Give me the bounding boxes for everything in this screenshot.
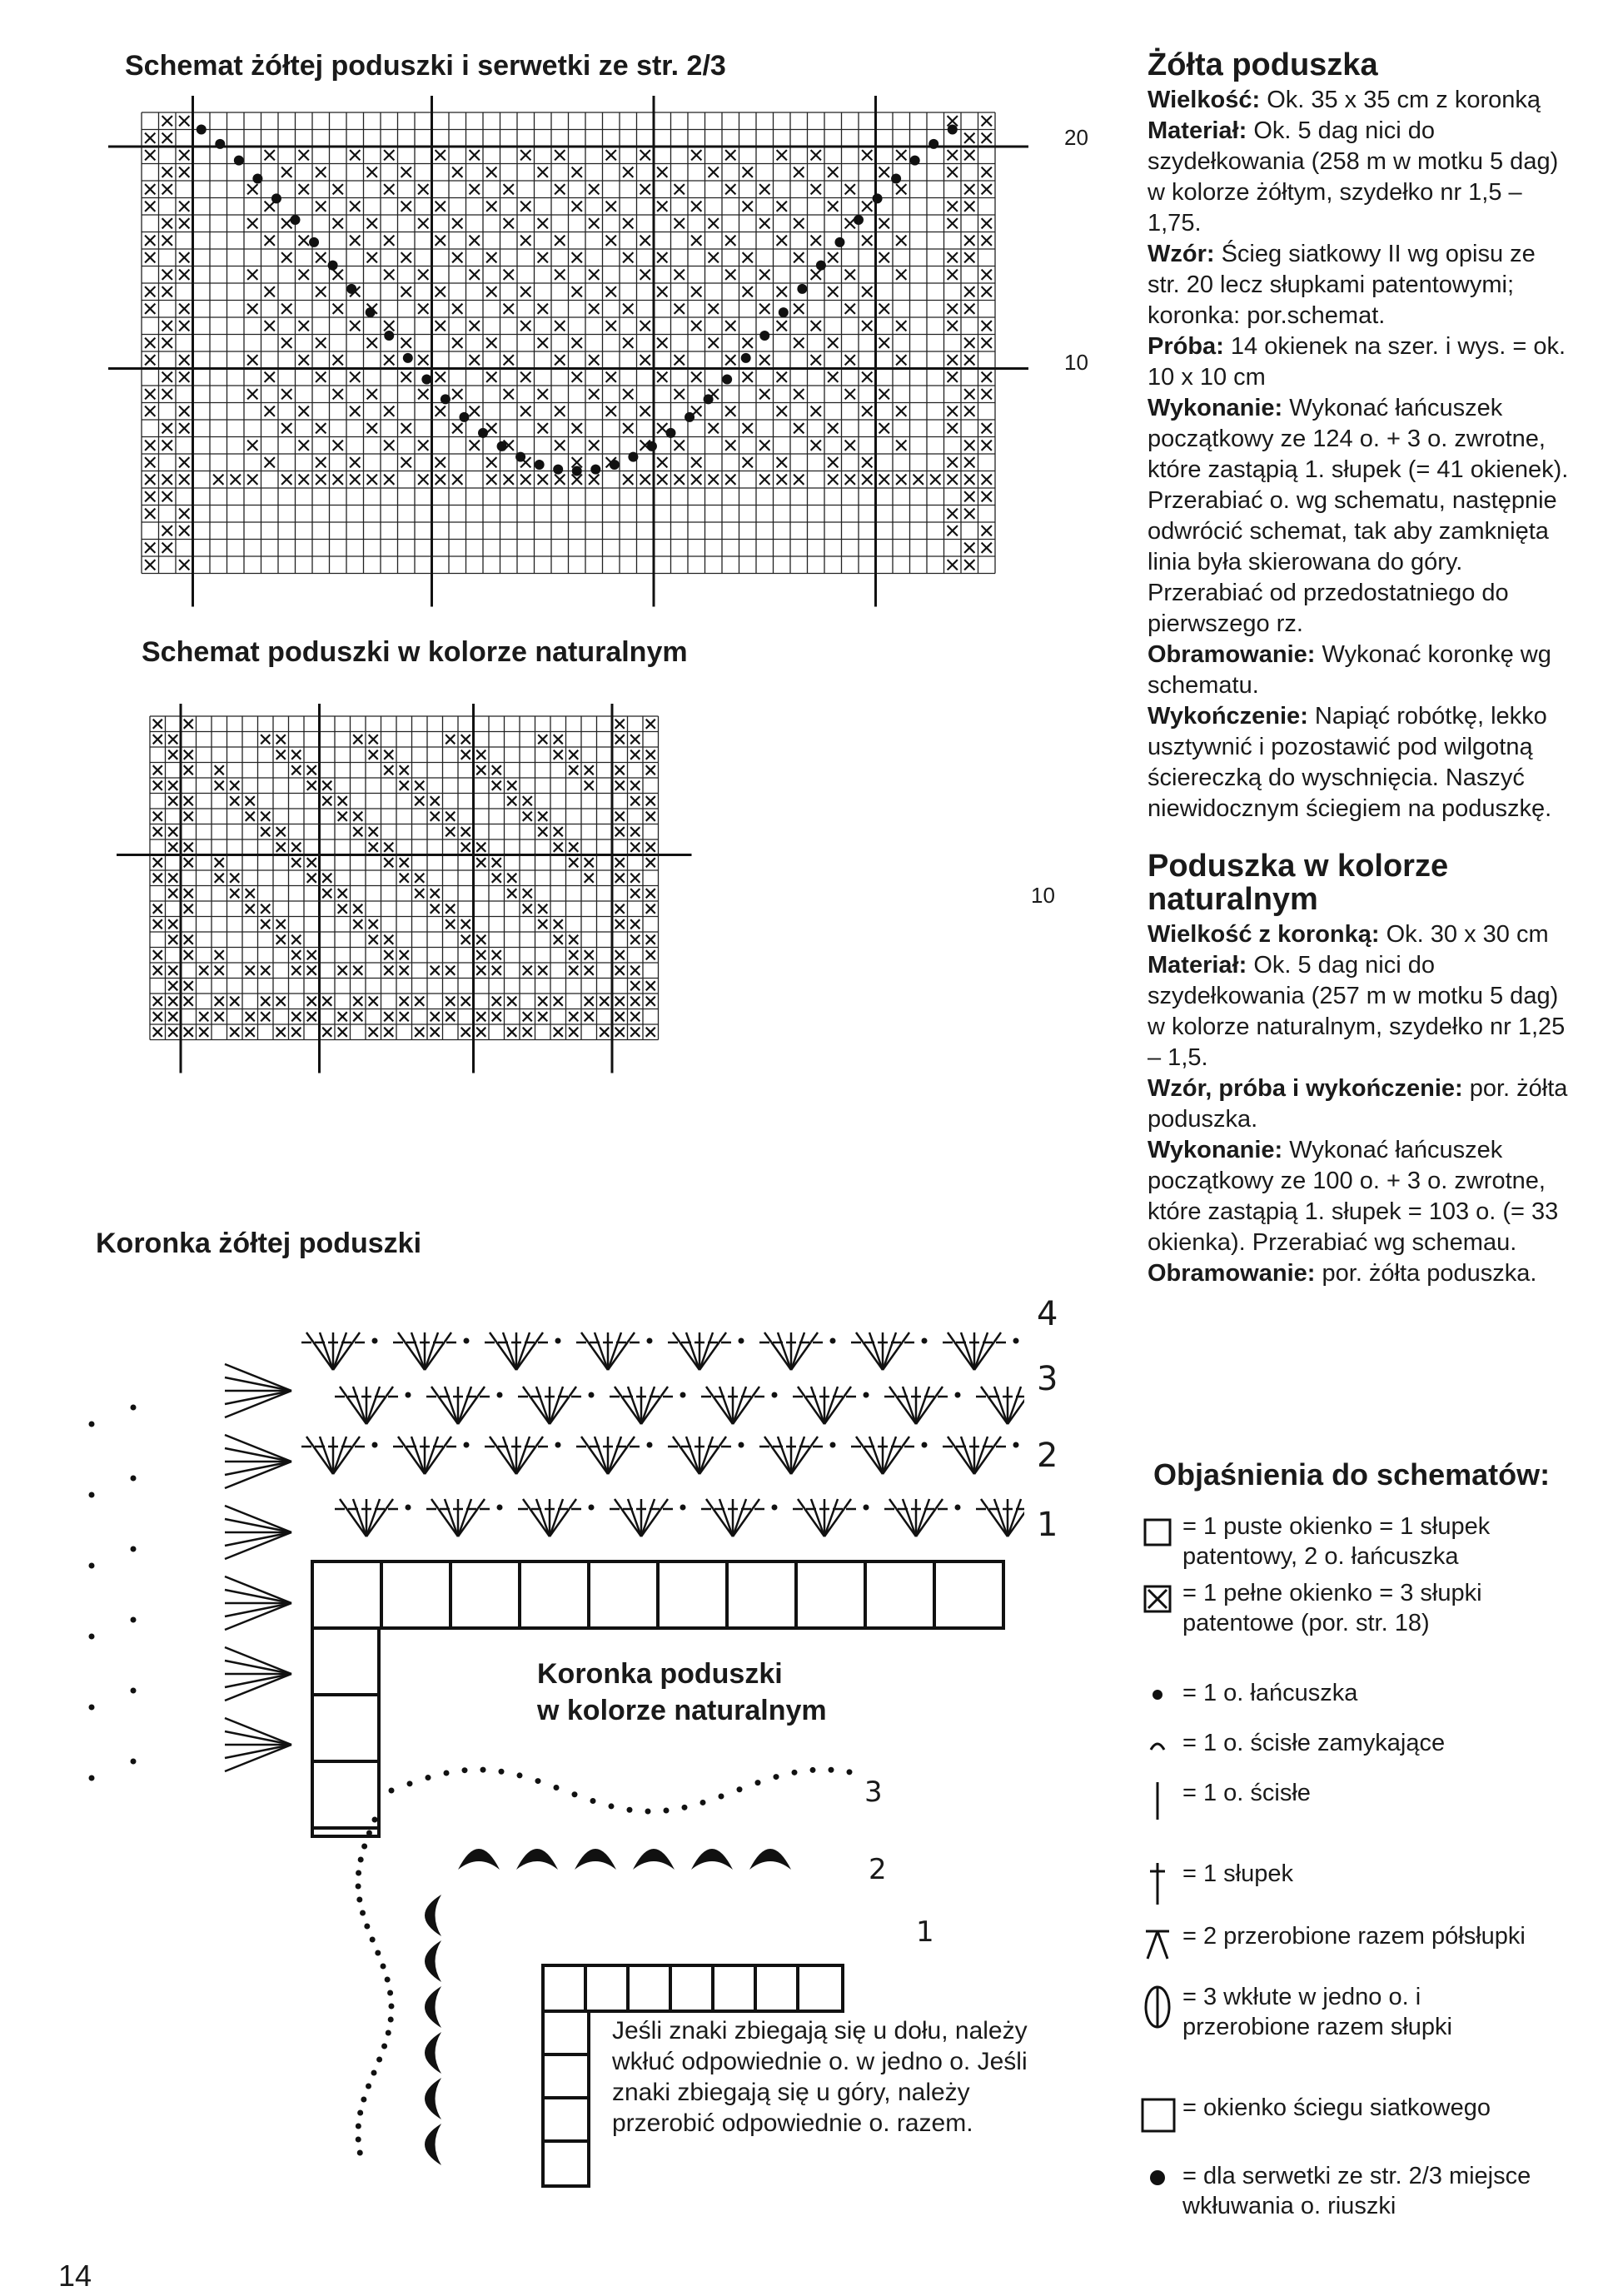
yellow-size-label: Wielkość:: [1148, 87, 1261, 113]
natural-edge-label: Obramowanie:: [1148, 1260, 1316, 1287]
natural-size: [1148, 919, 1572, 950]
yellow-pattern-text: Ścieg siatkowy II wg opisu ze str. 20 lecz słupkami patentowymi; koronka: por.schemat.: [1148, 241, 1536, 329]
filled-cells: [153, 720, 655, 1037]
legend-item-text: = 1 puste okienko = 1 słupek patentowy, 2 o. łańcuszka: [1182, 1513, 1491, 1570]
chart1-row-label-10: 10: [1064, 350, 1088, 375]
natural-material: [1148, 950, 1572, 1073]
small-dot-icon: [1133, 1678, 1182, 1728]
yellow-work-text: Wykonać łańcuszek początkowy ze 124 o. + 3 o. zwrotne, które zastąpią 1. słupek (= 41 okienek). Przerabiać o. wg schematu, następnie odwrócić schemat, tak aby zamknięta linia była skierowana do góry. Przerabiać od przedostatniego do pierwszego rz.: [1148, 395, 1569, 637]
cluster-icon: [1133, 1982, 1182, 2032]
lace2-title: [537, 1656, 827, 1729]
lace2-row-2: 2: [869, 1853, 887, 1886]
lace2-title-line2: w kolorze naturalnym: [537, 1695, 827, 1726]
yellow-heading: Żółta poduszka: [1148, 47, 1378, 82]
legend-item-text: = dla serwetki ze str. 2/3 miejsce wkłuwania o. riuszki: [1182, 2163, 1531, 2219]
page-number: 14: [58, 2259, 92, 2293]
lace2-row-1: 1: [916, 1915, 934, 1949]
yellow-finish-text: Napiąć robótkę, lekko usztywnić i pozostawić pod wilgotną ściereczką do wyschnięcia. Naszyć niewidocznym ściegiem na poduszkę.: [1148, 703, 1552, 822]
yellow-pattern-label: Wzór:: [1148, 241, 1215, 267]
yellow-gauge-text: 14 okienek na szer. i wys. = ok. 10 x 10 cm: [1148, 333, 1566, 391]
yellow-edge-text: Wykonać koronkę wg schematu.: [1148, 641, 1551, 699]
legend-item-text: = 1 o. ścisłe zamykające: [1182, 1730, 1446, 1756]
legend-item-text: = okienko ściegu siatkowego: [1182, 2094, 1491, 2121]
natural-pattern-text: por. żółta poduszka.: [1148, 1075, 1568, 1133]
mesh-square-icon: [1133, 2093, 1182, 2143]
chart2-grid: [92, 704, 1016, 1195]
natural-work-label: Wykonanie:: [1148, 1137, 1283, 1163]
natural-work: [1148, 1135, 1572, 1289]
legend-item-text: = 2 przerobione razem półsłupki: [1182, 1923, 1526, 1950]
lace1-row-4: 4: [1037, 1295, 1058, 1333]
natural-work-text: Wykonać łańcuszek początkowy ze 100 o. + 3 o. zwrotne, które zastąpią 1. słupek = 103 o. (= 33 okienka). Przerabiać wg schemau.: [1148, 1137, 1559, 1256]
yellow-material-text: Ok. 5 dag nici do szydełkowania (258 m w motku 5 dag) w kolorze żółtym, szydełko nr 1,5 – 1,75.: [1148, 117, 1559, 237]
chart1-title: Schemat żółtej poduszki i serwetki ze str. 2/3: [125, 50, 726, 82]
natural-size-label: Wielkość z koronką:: [1148, 921, 1380, 948]
natural-edge-text: por. żółta poduszka.: [1322, 1260, 1537, 1287]
joined-stitch-icon: [1133, 1921, 1182, 1971]
lace1-row-3: 3: [1037, 1360, 1058, 1398]
lace1-title: Koronka żółtej poduszki: [96, 1228, 422, 1259]
legend-item-text: = 1 pełne okienko = 3 słupki patentowe (por. str. 18): [1182, 1580, 1482, 1636]
legend-item-text: = 3 wkłute w jedno o. i przerobione razem słupki: [1182, 1984, 1452, 2040]
yellow-size-text: Ok. 35 x 35 cm z koronką: [1267, 87, 1541, 113]
lace2-title-line1: Koronka poduszki: [537, 1658, 783, 1690]
lace2-row-3: 3: [864, 1776, 883, 1809]
legend-item-text: = 1 o. łańcuszka: [1182, 1680, 1358, 1706]
yellow-material: [1148, 116, 1572, 239]
legend-title: Objaśnienia do schematów:: [1153, 1457, 1551, 1492]
lace1-row-2: 2: [1037, 1437, 1058, 1475]
yellow-work: [1148, 393, 1572, 640]
arc-icon: [1133, 1728, 1182, 1778]
dagger-icon: [1133, 1859, 1182, 1909]
yellow-finish: [1148, 701, 1572, 824]
vertical-line-icon: [1133, 1778, 1182, 1828]
yellow-size: [1148, 85, 1572, 116]
chart2-row-label-10: 10: [1031, 883, 1055, 908]
natural-pattern-label: Wzór, próba i wykończenie:: [1148, 1075, 1463, 1102]
natural-pattern: [1148, 1073, 1572, 1135]
empty-square-icon: [1133, 1512, 1182, 1561]
natural-size-text: Ok. 30 x 30 cm: [1386, 921, 1549, 948]
legend-item-text: = 1 o. ścisłe: [1182, 1780, 1311, 1806]
chart1-grid: [100, 96, 1033, 616]
natural-material-label: Materiał:: [1148, 952, 1247, 979]
crossed-square-icon: [1133, 1578, 1182, 1628]
yellow-finish-label: Wykończenie:: [1148, 703, 1308, 730]
yellow-work-label: Wykonanie:: [1148, 395, 1283, 421]
chart2-title: Schemat poduszki w kolorze naturalnym: [142, 636, 688, 668]
yellow-edge: [1148, 640, 1572, 701]
lace1-row-1: 1: [1037, 1506, 1058, 1544]
lace1-fans: [301, 1332, 1024, 1536]
yellow-pattern: [1148, 239, 1572, 331]
instructions-column: [1148, 48, 1572, 1289]
natural-material-text: Ok. 5 dag nici do szydełkowania (257 m w motku 5 dag) w kolorze naturalnym, szydełko nr 1,25 – 1,5.: [1148, 952, 1566, 1071]
large-dot-icon: [1133, 2161, 1182, 2211]
lace1-side-fans: [89, 1364, 292, 1781]
natural-heading: Poduszka w kolorze naturalnym: [1148, 849, 1449, 917]
chart1-row-label-20: 20: [1064, 125, 1088, 150]
lace2-note: Jeśli znaki zbiegają się u dołu, należy wkłuć odpowiednie o. w jedno o. Jeśli znaki zbiegają się u góry, należy przerobić odpowiednie o. razem.: [612, 2017, 1028, 2137]
grid-lines: [142, 112, 995, 574]
yellow-gauge: [1148, 331, 1572, 393]
yellow-material-label: Materiał:: [1148, 117, 1247, 144]
yellow-gauge-label: Próba:: [1148, 333, 1224, 360]
legend-item-text: = 1 słupek: [1182, 1860, 1294, 1887]
yellow-edge-label: Obramowanie:: [1148, 641, 1316, 668]
